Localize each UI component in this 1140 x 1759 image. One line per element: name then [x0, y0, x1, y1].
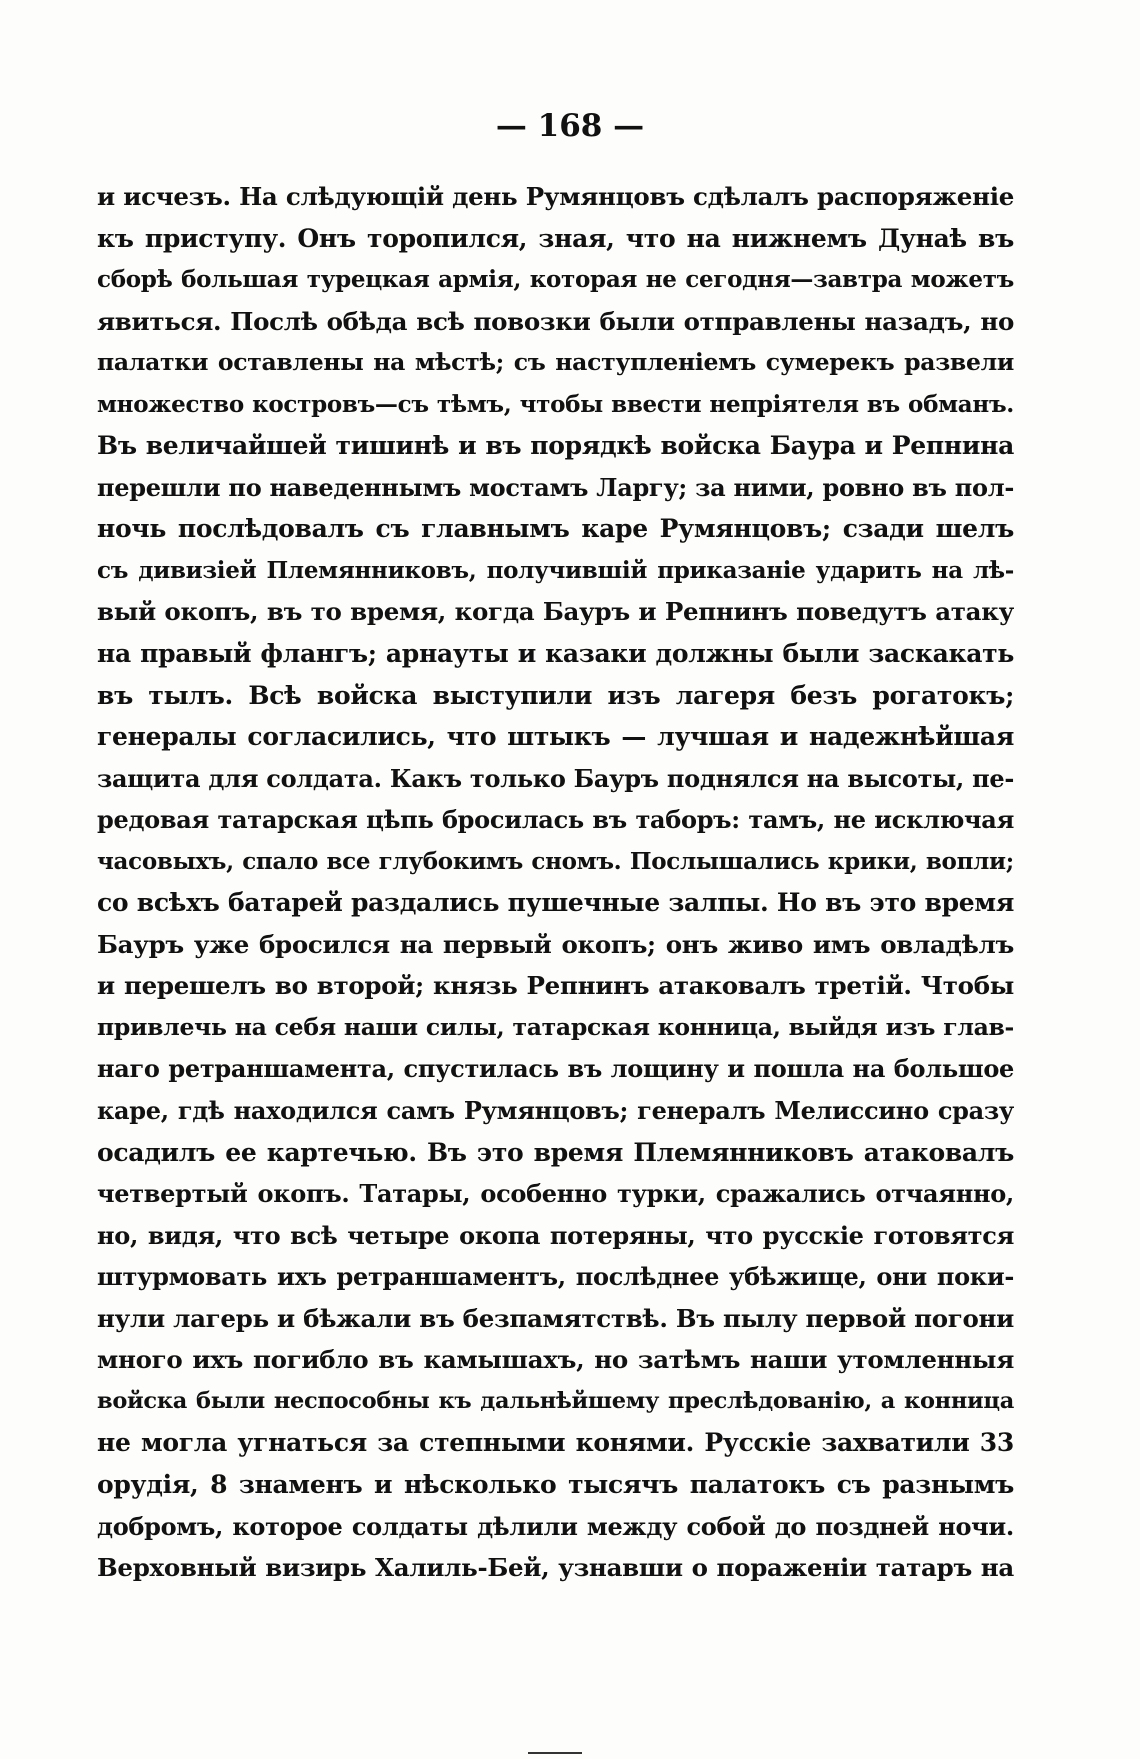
text-line: привлечь на себя наши силы, татарская конница, выйдя изъ глав-	[97, 1012, 1014, 1041]
text-line: четвертый окопъ. Татары, особенно турки, сражались отчаянно,	[97, 1179, 1014, 1209]
text-line: но, видя, что всѣ четыре окопа потеряны, что русскіе готовятся	[97, 1220, 1014, 1250]
text-line: ночь послѣдовалъ съ главнымъ каре Румянцовъ; сзади шелъ	[97, 514, 1014, 544]
text-line: Въ величайшей тишинѣ и въ порядкѣ войска Баура и Репнина	[97, 431, 1014, 461]
text-line: орудія, 8 знаменъ и нѣсколько тысячъ палатокъ съ разнымъ	[97, 1469, 1014, 1499]
text-line: на правый флангъ; арнауты и казаки должны были заскакать	[97, 639, 1014, 669]
page-number: — 168 —	[495, 108, 645, 144]
text-line: защита для солдата. Какъ только Бауръ поднялся на высоты, пе-	[97, 763, 1014, 793]
text-line: перешли по наведеннымъ мостамъ Ларгу; за ними, ровно въ пол-	[97, 472, 1014, 502]
text-line: наго ретраншамента, спустилась въ лощину и пошла на большое	[97, 1054, 1014, 1084]
text-line: съ дивизіей Племянниковъ, получившій приказаніе ударить на лѣ-	[97, 556, 1014, 584]
text-line: Верховный визирь Халиль-Бей, узнавши о пораженіи татаръ на	[97, 1553, 1014, 1583]
text-line: каре, гдѣ находился самъ Румянцовъ; генералъ Мелиссино сразу	[97, 1096, 1014, 1126]
text-line: нули лагерь и бѣжали въ безпамятствѣ. Въ пылу первой погони	[97, 1303, 1014, 1333]
text-line: редовая татарская цѣпь бросилась въ таборъ: тамъ, не исключая	[97, 805, 1014, 835]
text-line: Бауръ уже бросился на первый окопъ; онъ живо имъ овладѣлъ	[97, 929, 1014, 959]
text-line: со всѣхъ батарей раздались пушечные залпы. Но въ это время	[97, 888, 1014, 918]
text-line: добромъ, которое солдаты дѣлили между собой до поздней ночи.	[97, 1511, 1014, 1541]
text-line: явиться. Послѣ обѣда всѣ повозки были отправлены назадъ, но	[97, 306, 1014, 336]
text-line: палатки оставлены на мѣстѣ; съ наступленіемъ сумерекъ развели	[97, 348, 1014, 377]
text-line: не могла угнаться за степными конями. Русскіе захватили 33	[97, 1428, 1014, 1458]
text-line: много ихъ погибло въ камышахъ, но затѣмъ наши утомленныя	[97, 1345, 1014, 1375]
text-line: въ тылъ. Всѣ войска выступили изъ лагеря безъ рогатокъ;	[97, 680, 1014, 710]
text-line: вый окопъ, въ то время, когда Бауръ и Репнинъ поведутъ атаку	[97, 597, 1014, 627]
text-line: осадилъ ее картечью. Въ это время Племянниковъ атаковалъ	[97, 1137, 1014, 1167]
footer-rule	[528, 1752, 582, 1754]
text-line: и перешелъ во второй; князь Репнинъ атаковалъ третій. Чтобы	[97, 971, 1014, 1001]
text-line: къ приступу. Онъ торопился, зная, что на нижнемъ Дунаѣ въ	[97, 223, 1014, 253]
text-line: часовыхъ, спало все глубокимъ сномъ. Послышались крики, вопли;	[97, 847, 1014, 875]
text-line: и исчезъ. На слѣдующій день Румянцовъ сдѣлалъ распоряженіе	[97, 182, 1014, 211]
text-line: множество костровъ—съ тѣмъ, чтобы ввести непріятеля въ обманъ.	[97, 390, 1014, 418]
text-line: войска были неспособны къ дальнѣйшему преслѣдованію, а конница	[97, 1387, 1014, 1414]
text-line: генералы согласились, что штыкъ — лучшая и надежнѣйшая	[97, 722, 1014, 752]
body-text	[97, 176, 1014, 1589]
text-line: сборѣ большая турецкая армія, которая не сегодня—завтра можетъ	[97, 266, 1014, 294]
text-line: штурмовать ихъ ретраншаментъ, послѣднее убѣжище, они поки-	[97, 1262, 1014, 1292]
